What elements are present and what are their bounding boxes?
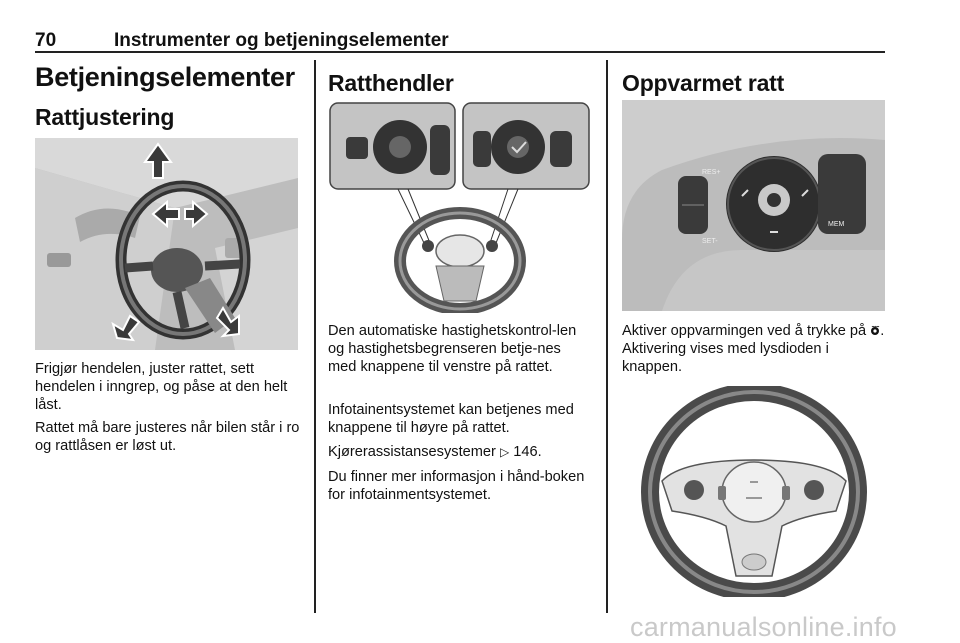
paragraph-text: Kjørerassistansesystemer: [328, 444, 496, 460]
paragraph: [622, 323, 890, 376]
column-divider: [314, 60, 316, 613]
paragraph: [328, 444, 593, 462]
section-heading: Oppvarmet ratt: [622, 70, 785, 96]
watermark: carmanualsonline.info: [630, 612, 897, 642]
paragraph: Du finner mer informasjon i hånd-boken for infotainmentsystemet.: [328, 469, 585, 503]
column-divider: [606, 60, 608, 613]
triangle-right-icon: ▷: [499, 445, 510, 459]
section-heading: Betjeningselementer: [35, 62, 295, 92]
set-label: SET-: [702, 238, 718, 245]
paragraph: Frigjør hendelen, juster rattet, sett hendelen i inngrep, og påse at den helt låst.: [35, 361, 288, 413]
subsection-heading: Rattjustering: [35, 104, 175, 130]
steering-wheel-controls-illustration: [328, 101, 591, 313]
header-rule: [35, 51, 885, 53]
page-header-title: Instrumenter og betjeningselementer: [114, 30, 449, 51]
page-reference: 146.: [513, 444, 542, 460]
paragraph: Infotainentsystemet kan betjenes med knappene til høyre på rattet.: [328, 402, 574, 436]
mem-label: MEM: [828, 221, 845, 228]
paragraph: Rattet må bare justeres når bilen står i ro og rattlåsen er løst ut.: [35, 420, 300, 454]
steering-adjustment-illustration: [35, 138, 298, 350]
res-label: RES+: [702, 169, 721, 176]
paragraph-text: . Aktivering vises med lysdioden i knappen.: [622, 323, 885, 375]
heated-steering-wheel-icon: [870, 324, 880, 335]
paragraph-text: Aktiver oppvarmingen ved å trykke på: [622, 323, 867, 339]
heated-steering-wheel-illustration: [622, 386, 885, 597]
heated-wheel-button-illustration: [622, 100, 885, 311]
section-heading: Ratthendler: [328, 70, 454, 96]
page-number: 70: [35, 30, 57, 51]
paragraph: Den automatiske hastighetskontrol-len og hastighetsbegrenseren betje-nes med knappene til venstre på rattet.: [328, 323, 577, 375]
